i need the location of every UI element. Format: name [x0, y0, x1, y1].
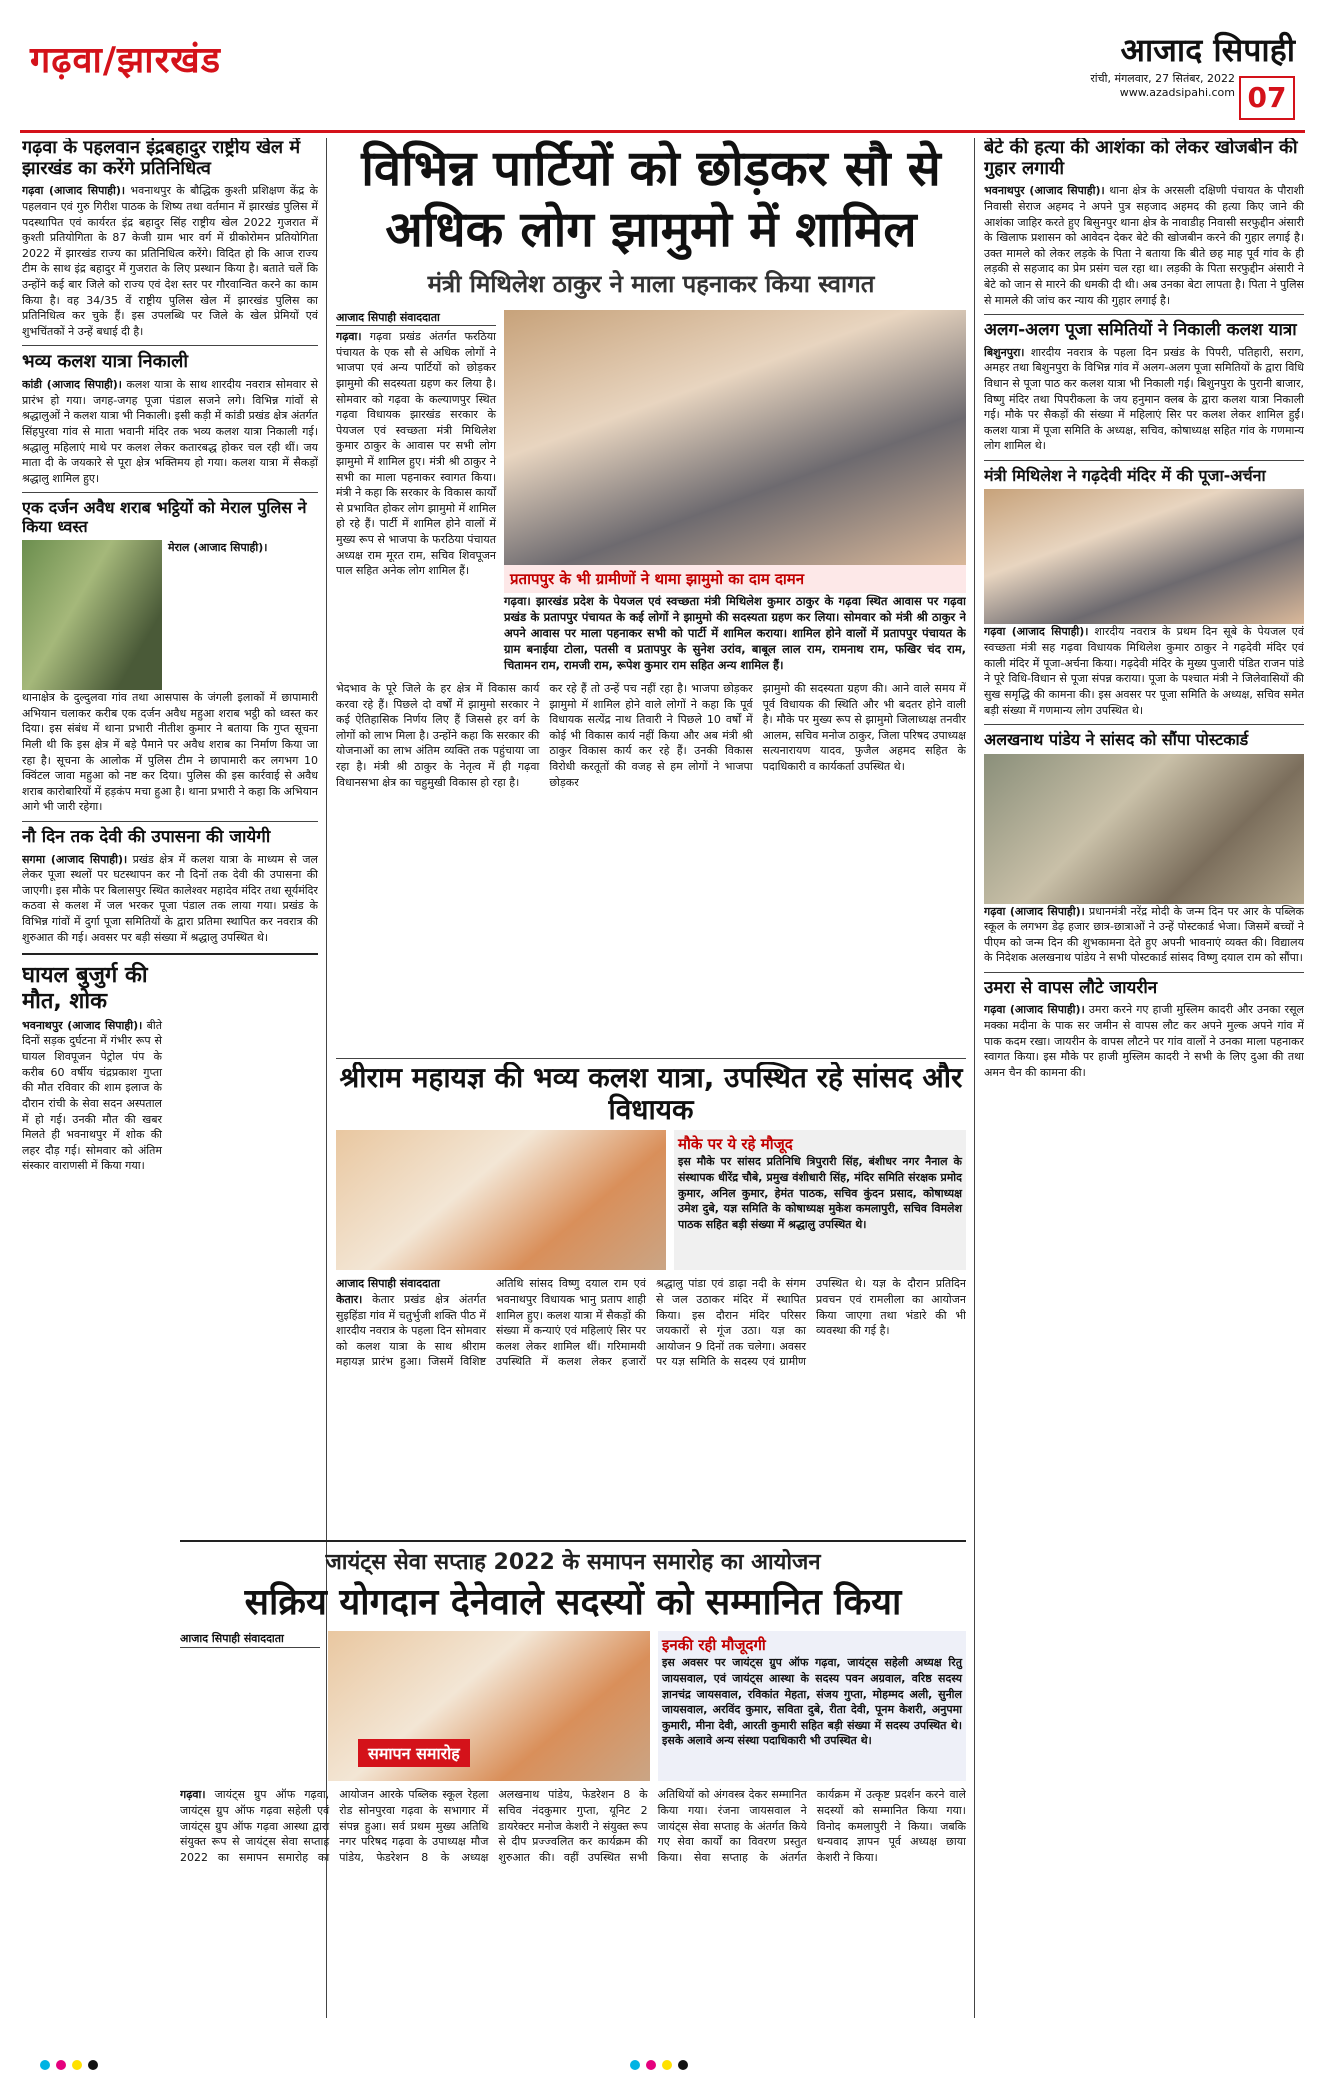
dateline: भवनाथपुर (आजाद सिपाही)। — [984, 184, 1105, 198]
story-title: उमरा से वापस लौटे जायरीन — [984, 977, 1158, 998]
dateline: मेराल (आजाद सिपाही)। — [168, 541, 268, 555]
temple-puja-photo — [984, 489, 1304, 624]
story-body: गढ़वा प्रखंड अंतर्गत फरठिया पंचायत के एक सौ से अधिक लोगों ने भाजपा एवं अन्य पार्टियों को छोड़कर झामुमो की सदस्यता ग्रहण कर लिया है। सोमवार को गढ़वा के कल्याणपुर स्थित गढ़वा विधायक झारखंड सरकार के पेयजल एवं स्वच्छता मंत्री मिथिलेश कुमार ठाकुर के आवास पर सभी लोग झामुमो में शामिल हुए। मंत्री श्री ठाकुर ने सभी का माला पहनाकर स्वागत किया। मंत्री ने कहा कि सरकार के विकास कार्यों से प्रभावित होकर लोग झामुमो में शामिल हो रहे हैं। पार्टी में शामिल होने वालों में मुख्य रूप से भाजपा के फरठिया पंचायत अध्यक्ष राम मूरत राम, सचिव शिवपूजन पाल सहित अनेक लोग शामिल हैं। — [336, 330, 497, 578]
story-title: मंत्री मिथिलेश ने गढ़देवी मंदिर में की पूजा-अर्चना — [984, 466, 1266, 486]
dateline: भवनाथपुर (आजाद सिपाही)। — [22, 1018, 143, 1032]
dateline: केतार। — [336, 1292, 363, 1306]
story-body: कलश यात्रा के साथ शारदीय नवरात्र सोमवार से प्रारंभ हो गया। जगह-जगह पूजा पंडाल सजने लगे। विभिन्न गांवों से श्रद्धालुओं ने कलश यात्रा भी निकाली। इसी कड़ी में कांडी प्रखंड क्षेत्र अंतर्गत सिंहपुरवा गांव से माता भवानी मंदिर तक भव्य कलश यात्रा निकाली गई। श्रद्धालु महिलाएं माथे पर कलश लेकर कतारबद्ध होकर चल रही थीं। जय माता दी के जयकारे से पूरा क्षेत्र भक्तिमय हो गया। कलश यात्रा में सैकड़ों श्रद्धालु शामिल हुए। — [22, 378, 318, 485]
dateline: गढ़वा (आजाद सिपाही)। — [22, 184, 126, 198]
box-body: इस मौके पर सांसद प्रतिनिधि त्रिपुरारी सिंह, बंशीधर नगर नैनाल के संस्थापक धीरेंद्र चौबे, प्रमुख वंशीधारी सिंह, मंदिर समिति संरक्षक प्रमोद कुमार, अनिल कुमार, हेमंत पाठक, सचिव कुंदन प्रसाद, कोषाध्यक्ष उमेश दुबे, यज्ञ समिति के कोषाध्यक्ष मुकेश कमलापुरी, सचिव विमलेश पाठक सहित बड़ी संख्या में श्रद्धालु उपस्थित थे। — [678, 1155, 962, 1231]
story-title: अलखनाथ पांडेय ने सांसद को सौंपा पोस्टकार्ड — [984, 730, 1249, 750]
page-number: 07 — [1239, 76, 1295, 120]
byline: आजाद सिपाही संवाददाता — [336, 1277, 440, 1291]
box-title: इनकी रही मौजूदगी — [662, 1636, 766, 1655]
ceremony-photo — [328, 1631, 650, 1781]
website-link[interactable]: www.azadsipahi.com — [1119, 86, 1235, 99]
story-title: एक दर्जन अवैध शराब भट्ठियों को मेराल पुलिस ने किया ध्वस्त — [22, 498, 307, 536]
box-title: मौके पर ये रहे मौजूद — [678, 1135, 793, 1154]
registration-marks — [630, 2055, 694, 2065]
byline: आजाद सिपाही संवाददाता — [180, 1631, 320, 1648]
lead-subheadline: मंत्री मिथिलेश ठाकुर ने माला पहनाकर किया स्वागत — [427, 269, 875, 298]
box-body: इस अवसर पर जायंट्स ग्रुप ऑफ गढ़वा, जायंट्स सहेली अध्यक्ष रितु जायसवाल, एवं जायंट्स आस्था के सदस्य पवन अग्रवाल, वरिष्ठ सदस्य ज्ञानचंद्र जायसवाल, रविकांत मेहता, संजय गुप्ता, मोहम्मद अली, सुनील जायसवाल, अरविंद कुमार, सविता दुबे, रीता देवी, पूनम केशरी, अनुपमा कुमारी, मीना देवी, आरती कुमारी सहित बड़ी संख्या में सदस्य उपस्थित थे। इसके अलावे अन्य संस्था पदाधिकारी भी उपस्थित थे। — [662, 1656, 962, 1748]
bottom-kicker: जायंट्स सेवा सप्ताह 2022 के समापन समारोह का आयोजन — [325, 1550, 821, 1575]
registration-marks — [40, 2055, 104, 2065]
kalash-yatra-photo — [336, 1130, 666, 1270]
dateline: बिशुनपुरा। — [984, 345, 1025, 359]
story-body: उमरा करने गए हाजी मुस्लिम कादरी और उनका रसूल मक्का मदीना के पाक सर जमीन से वापस लौट कर अपने मुल्क अपने गांव में पाक कदम रखा। जायरीन के वापस लौटने पर गांव वालों ने उनका माला पहनाकर स्वागत किया। इस मौके पर हाजी मुस्लिम कादरी ने सभी के लिए दुआ की तथा अमन चैन की कामना की। — [984, 1003, 1304, 1079]
story-body: प्रधानमंत्री नरेंद्र मोदी के जन्म दिन पर आर के पब्लिक स्कूल के लगभग डेढ़ हजार छात्र-छात्राओं ने उन्हें पोस्टकार्ड भेजा। जिसमें बच्चों ने पीएम को जन्म दिन की शुभकामना देते हुए अपनी भावनाएं व्यक्त की। विद्यालय के निदेशक अलखनाथ पांडेय ने सभी पोस्टकार्ड सांसद विष्णु दयाल राम को सौंपा। — [984, 904, 1304, 965]
story-title: भव्य कलश यात्रा निकाली — [22, 351, 189, 373]
dateline: कांडी (आजाद सिपाही)। — [22, 378, 122, 392]
dateline: गढ़वा (आजाद सिपाही)। — [984, 1003, 1085, 1017]
story-body: भवनाथपुर के बौद्धिक कुश्ती प्रशिक्षण केंद्र के पहलवान एवं गुरु गिरीश पाठक के शिष्य तथा वर्तमान में झारखंड पुलिस में पदस्थापित एवं कार्यरत इंद्र बहादुर सिंह राष्ट्रीय खेल 2022 गुजरात में कुश्ती प्रतियोगिता के 87 केजी ग्राम भार वर्ग में ग्रीकोरोमन प्रतियोगिता 2022 में झारखंड राज्य का प्रतिनिधित्व करेंगे। विदित हो कि आज राज्य टीम के साथ इंद्र बहादुर में गुजरात के लिए प्रस्थान किया है। बताते चलें कि उन्होंने कई बार जिले को राज्य एवं देश स्तर पर गौरवान्वित करने का काम किया है। वह 34/35 वें राष्ट्रीय पुलिस खेल में झारखंड पुलिस का प्रतिनिधित्व कर चुके हैं। इस उपलब्धि पर जिले के खेल प्रेमियों एवं शुभचिंतकों ने उन्हें बधाई दी है। — [22, 184, 318, 338]
story-body: झामुमो की सदस्यता ग्रहण की। आने वाले समय में पूर्व विधायक की स्थिति और भी बदतर होने वाली है। मौके पर मुख्य रूप से झामुमो जिलाध्यक्ष तनवीर आलम, सचिव मनोज ठाकुर, जिला परिषद उपाध्यक्ष सत्यनारायण यादव, फुजैल अहमद सहित के पदाधिकारी व कार्यकर्ता उपस्थित थे। — [762, 681, 966, 774]
story-title: गढ़वा के पहलवान इंद्रबहादुर राष्ट्रीय खेल में झारखंड का करेंगे प्रतिनिधित्व — [22, 138, 301, 179]
lead-photo — [504, 310, 966, 565]
dateline: गढ़वा (आजाद सिपाही)। — [984, 904, 1085, 918]
photo-banner: समापन समारोह — [358, 1739, 470, 1767]
dateline: गढ़वा (आजाद सिपाही)। — [984, 625, 1089, 639]
lead-story — [336, 138, 966, 1058]
section-rule — [336, 1058, 966, 1059]
story-body: केतार प्रखंड क्षेत्र अंतर्गत सुइहिंडा गांव में चतुर्भुजी शक्ति पीठ में शारदीय नवरात्र के पहला दिन सोमवार को कलश यात्रा के साथ श्रीराम महायज्ञ प्रारंभ हुआ। जिसमें विशिष्ट अतिथि सांसद विष्णु दयाल राम एवं भवनाथपुर विधायक भानु प्रताप शाही शामिल हुए। कलश यात्रा में सैकड़ों की संख्या में कन्याएं एवं महिलाएं सिर पर कलश लेकर शामिल थीं। गरिमामयी उपस्थिति में कलश लेकर हजारों श्रद्धालु पांडा एवं डाढ़ा नदी के संगम से जल उठाकर मंदिर में स्थापित किया। इस दौरान मंदिर परिसर जयकारों से गूंज उठा। यज्ञ का आयोजन 9 दिनों तक चलेगा। अवसर पर यज्ञ समिति के सदस्य एवं ग्रामीण उपस्थित थे। यज्ञ के दौरान प्रतिदिन प्रवचन एवं रामलीला का आयोजन किया जाएगा तथा भंडारे की भी व्यवस्था की गई है। — [336, 1277, 966, 1369]
photo-caption: प्रतापपुर के भी ग्रामीणों ने थामा झामुमो का दाम दामन — [504, 565, 966, 593]
right-column — [984, 138, 1304, 2018]
issue-date: रांची, मंगलवार, 27 सितंबर, 2022 — [1090, 72, 1235, 85]
story-body: कर रहे हैं तो उन्हें पच नहीं रहा है। भाजपा छोड़कर झामुमो में शामिल होने वाले लोगों ने कहा कि पूर्व विधायक सत्येंद्र नाथ तिवारी ने पिछले 10 वर्षों में कोई भी विकास कार्य नहीं किया और अब मंत्री श्री ठाकुर विकास कार्य कर रहे हैं। उनकी विकास विरोधी करतूतों की वजह से हम लोगों ने भाजपा छोड़कर — [549, 681, 753, 789]
story-body: थाना क्षेत्र के अरसली दक्षिणी पंचायत के पौराशी निवासी सेराज अहमद ने अपने पुत्र सहजाद अहमद की हत्या किए जाने की आशंका जाहिर करते हुए बिसुनपुर थाना क्षेत्र के नावाडीह निवासी सरफुद्दीन अंसारी के खिलाफ प्रशासन को आवेदन देकर बेटे की खोजबीन करने की गुहार लगाई है। उक्त मामले को लेकर लड़के के पिता ने बताया कि बीते छह माह पूर्व गांव के ही लड़की से सहजाद का प्रेम प्रसंग चल रहा था। लड़की के पिता सरफुद्दीन अंसारी ने बेटे को जान से मारने की धमकी दी थी। अब उनका बेटा लापता है। पिता ने पुलिस से मामले की जांच कर न्याय की गुहार लगाई है। — [984, 184, 1304, 307]
story-body: शारदीय नवरात्र के प्रथम दिन सूबे के पेयजल एवं स्वच्छता मंत्री सह गढ़वा विधायक मिथिलेश कुमार ठाकुर ने गढ़देवी मंदिर एवं काली मंदिर में पूजा-अर्चना किया। गढ़देवी मंदिर के मुख्य पुजारी पंडित राजन पांडे ने पूरे विधि-विधान से पूजा संपन्न कराया। पूजा के पश्चात मंत्री ने जिलेवासियों की सुख समृद्धि की कामना की। इस अवसर पर पूजा समिति के अध्यक्ष, सचिव समेत बड़ी संख्या में गणमान्य लोग उपस्थित थे। — [984, 625, 1304, 717]
masthead — [1055, 28, 1295, 120]
middle-story — [336, 1062, 966, 1532]
lead-headline: विभिन्न पार्टियों को छोड़कर सौ से अधिक लोग झामुमो में शामिल — [361, 140, 941, 259]
bottom-headline: सक्रिय योगदान देनेवाले सदस्यों को सम्मानित किया — [244, 1582, 902, 1623]
section-rule — [180, 1540, 966, 1542]
story-body: विनोद कमलापुरी ने किया। जबकि धन्यवाद ज्ञापन पूर्व अध्यक्ष छाया केशरी ने किया। — [816, 1819, 966, 1864]
story-body: बीते दिनों सड़क दुर्घटना में गंभीर रूप से घायल शिवपूजन पेट्रोल पंप के करीब 60 वर्षीय चंद्रप्रकाश गुप्ता की मौत रविवार की शाम इलाज के दौरान रांची के सेवा सदन अस्पताल में हो गई। उनकी मौत की खबर मिलते ही भवनाथपुर में शोक की लहर दौड़ गई। सोमवार को अंतिम संस्कार वाराणसी में किया गया। — [22, 1018, 162, 1173]
story-body: भेदभाव के पूरे जिले के हर क्षेत्र में विकास कार्य करवा रहे हैं। पिछले दो वर्षों में झामुमो सरकार ने कई ऐतिहासिक निर्णय लिए हैं जिससे हर वर्ग के लोगों को लाभ मिला है। उन्होंने कहा कि सरकार की योजनाओं का लाभ अंतिम व्यक्ति तक पहुंचाया जा रहा है। मंत्री श्री ठाकुर के नेतृत्व में ही गढ़वा विधानसभा क्षेत्र का चहुमुखी विकास हो रहा है। — [336, 681, 540, 789]
column-divider — [974, 138, 975, 2018]
middle-headline: श्रीराम महायज्ञ की भव्य कलश यात्रा, उपस्थित रहे सांसद और विधायक — [339, 1062, 963, 1127]
story-body: शारदीय नवरात्र के पहला दिन प्रखंड के पिपरी, पतिहारी, सराग, अमहर तथा बिशुनपुरा के विभिन्न गांव में अलग-अलग पूजा समितियों के द्वारा विधि विधान से पूजा पाठ कर कलश यात्रा भी निकाली गई। बिशुनपुरा के पुरानी बाजार, विष्णु मंदिर तथा पिपरीकला के जय हनुमान क्लब के द्वारा कलश यात्रा निकाली गई। मौके पर सैकड़ों की संख्या में महिलाएं सिर पर कलश लेकर शामिल हुईं। कलश यात्रा में पूजा समिति के अध्यक्ष, सचिव, कोषाध्यक्ष सहित गांव के गणमान्य लोग शामिल थे। — [984, 345, 1304, 453]
story-body: थानाक्षेत्र के दुल्दुलवा गांव तथा आसपास के जंगली इलाकों में छापामारी अभियान चलाकर करीब एक दर्जन अवैध महुआ शराब भट्ठी को ध्वस्त कर दिया। इस संबंध में थाना प्रभारी नीतीश कुमार ने बताया कि गुप्त सूचना मिली थी कि इस क्षेत्र में बड़े पैमाने पर अवैध शराब का निर्माण किया जा रहा है। सूचना के आलोक में पुलिस टीम ने छापामारी कर लगभग 10 क्विंटल जावा महुआ को नष्ट कर दिया। पुलिस की इस कार्रवाई से अवैध शराब कारोबारियों में हड़कंप मचा हुआ है। थाना प्रभारी ने कहा कि अभियान आगे भी जारी रहेगा। — [22, 691, 318, 814]
section-title: गढ़वा/झारखंड — [30, 40, 221, 81]
byline: आजाद सिपाही संवाददाता — [336, 310, 496, 327]
story-body: प्रखंड क्षेत्र में कलश यात्रा के माध्यम से जल लेकर पूजा स्थलों पर घटस्थापन कर नौ दिनों तक देवी की उपासना की जाएगी। इस मौके पर बिलासपुर स्थित कालेश्वर महादेव मंदिर तथा सूर्यमंदिर कठवा से कलश में जल भरकर पूजा पंडाल तक लाया गया। प्रखंड के विभिन्न गांवों में दुर्गा पूजा समितियों के द्वारा प्रतिमा स्थापित कर नवरात्र की शुरुआत की गई। अवसर पर बड़ी संख्या में श्रद्धालु उपस्थित थे। — [22, 852, 318, 944]
story-title: घायल बुजुर्ग की मौत, शोक — [22, 963, 148, 1014]
dateline: गढ़वा। — [180, 1788, 206, 1802]
story-body: जायंट्स ग्रुप ऑफ गढ़वा, जायंट्स ग्रुप ऑफ गढ़वा सहेली एवं जायंट्स ग्रुप ऑफ गढ़वा आस्था द्वारा संयुक्त रूप से जायंट्स सेवा सप्ताह 2022 का समापन समारोह का आयोजन आरके पब्लिक स्कूल रेहला रोड सोनपुरवा गढ़वा के सभागार में संपन्न हुआ। सर्व प्रथम मुख्य अतिथि नगर परिषद गढ़वा के उपाध्यक्ष मौज पांडेय, फेडरेशन 8 के अध्यक्ष अलखनाथ पांडेय, फेडरेशन 8 के सचिव नंदकुमार गुप्ता, यूनिट 2 डायरेक्टर मनोज केशरी ने संयुक्त रूप से दीप प्रज्ज्वलित कर कार्यक्रम की शुरुआत की। वहीं उपस्थित सभी अतिथियों को अंगवस्त्र देकर सम्मानित किया गया। रंजना जायसवाल ने जायंट्स सेवा सप्ताह के अंतर्गत किये गए सेवा कार्यों का विवरण प्रस्तुत किया। सेवा सप्ताह के अंतर्गत कार्यक्रम में उत्कृष्ट प्रदर्शन करने वाले सदस्यों को सम्मानित किया गया। — [180, 1788, 966, 1864]
bottom-story — [180, 1546, 966, 2016]
police-raid-photo — [22, 540, 162, 690]
story-title: नौ दिन तक देवी की उपासना की जायेगी — [22, 827, 271, 848]
masthead-rule — [20, 130, 1305, 133]
postcard-handover-photo — [984, 754, 1304, 904]
story-title: बेटे की हत्या की आशंका को लेकर खोजबीन की गुहार लगायी — [984, 138, 1298, 179]
newspaper-name: आजाद सिपाही — [1120, 31, 1295, 69]
dateline: गढ़वा। — [336, 330, 362, 344]
photo-caption-body: गढ़वा। झारखंड प्रदेश के पेयजल एवं स्वच्छता मंत्री मिथिलेश कुमार ठाकुर के गढ़वा स्थित आवास पर गढ़वा प्रखंड के प्रतापपुर पंचायत के कई लोगों ने झामुमो की सदस्यता ग्रहण कर लिया। सोमवार को मंत्री श्री ठाकुर ने अपने आवास पर माला पहनाकर सभी को पार्टी में शामिल कराया। शामिल होने वालों में प्रतापपुर पंचायत के ग्राम बनाईया टोला, पतसी व प्रतापपुर के सुनेश उरांव, बाबूल लाल राम, रामनाथ राम, फखिर चंद राम, चितामन राम, रामजी राम, रूपेश कुमार राम सहित अन्य शामिल हैं। — [504, 593, 966, 672]
dateline: सगमा (आजाद सिपाही)। — [22, 852, 128, 866]
story-title: अलग-अलग पूजा समितियों ने निकाली कलश यात्रा — [984, 320, 1297, 341]
